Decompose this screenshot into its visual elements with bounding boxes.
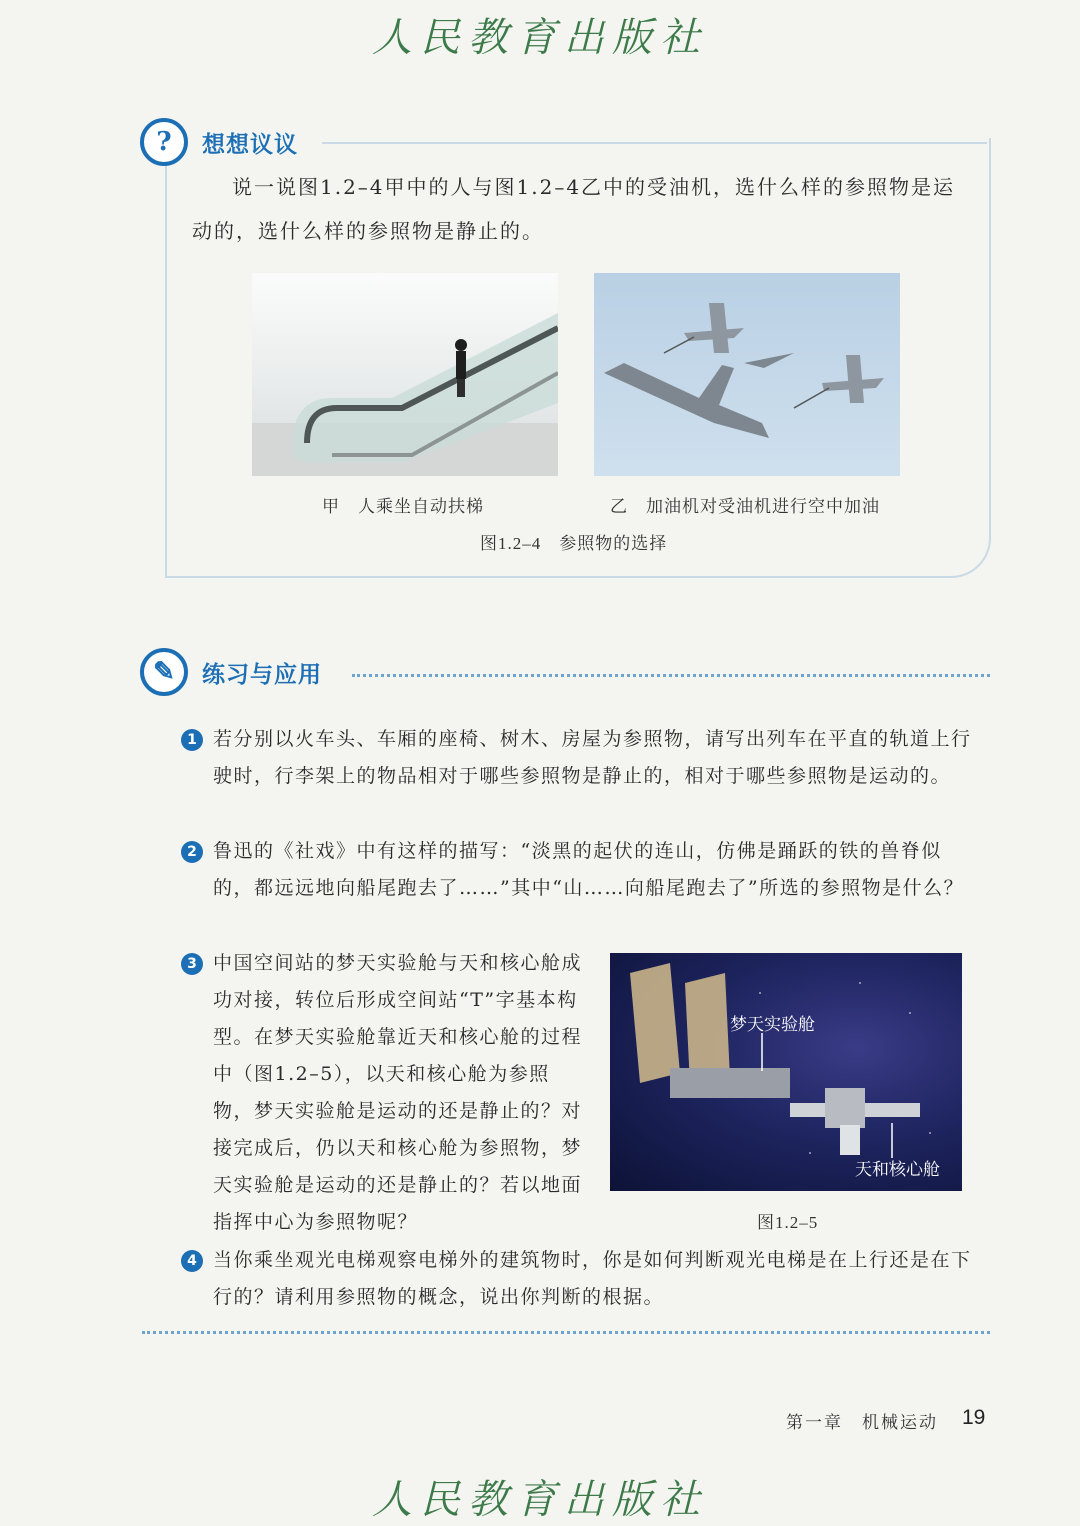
mengtian-label: 梦天实验舱	[730, 1015, 815, 1034]
heading-dotted-rule	[352, 674, 990, 677]
discussion-text: 说一说图1.2–4甲中的人与图1.2–4乙中的受油机，选什么样的参照物是运动的，选什么样的参照物是静止的。	[192, 175, 956, 243]
tianhe-label: 天和核心舱	[855, 1160, 940, 1179]
clipboard-icon: ✎	[140, 648, 188, 696]
question-number: 4	[181, 1250, 203, 1272]
think-discuss-heading	[140, 118, 298, 166]
practice-heading	[140, 648, 322, 696]
heading-rule	[322, 142, 987, 144]
discussion-icon: ?	[140, 118, 188, 166]
section-end-dotted-rule	[142, 1331, 990, 1334]
chapter-footer: 第一章 机械运动	[786, 1413, 938, 1433]
figure-b-caption: 乙 加油机对受油机进行空中加油	[610, 497, 880, 516]
practice-title: 练习与应用	[202, 661, 322, 688]
escalator-photo	[252, 273, 558, 476]
question-2: 鲁迅的《社戏》中有这样的描写：“淡黑的起伏的连山，仿佛是踊跃的铁的兽脊似的，都远远地向船尾跑去了……”其中“山……向船尾跑去了”所选的参照物是什么？	[213, 840, 965, 899]
figure-1-2-5-caption: 图1.2–5	[757, 1213, 819, 1232]
think-discuss-title: 想想议议	[202, 131, 298, 158]
question-1: 若分别以火车头、车厢的座椅、树木、房屋为参照物，请写出列车在平直的轨道上行驶时，行李架上的物品相对于哪些参照物是静止的，相对于哪些参照物是运动的。	[213, 728, 972, 787]
figure-a-caption: 甲 人乘坐自动扶梯	[322, 497, 484, 516]
question-4: 当你乘坐观光电梯观察电梯外的建筑物时，你是如何判断观光电梯是在上行还是在下行的？请利用参照物的概念，说出你判断的根据。	[213, 1249, 972, 1308]
aerial-refueling-photo	[594, 273, 900, 476]
question-number: 3	[181, 953, 203, 975]
question-3: 中国空间站的梦天实验舱与天和核心舱成功对接，转位后形成空间站“T”字基本构型。在梦天实验舱靠近天和核心舱的过程中（图1.2–5），以天和核心舱为参照物，梦天实验舱是运动的还是静止的？对接完成后，仍以天和核心舱为参照物，梦天实验舱是运动的还是静止的？若以地面指挥中心为参照物呢？	[213, 952, 583, 1233]
question-number: 2	[181, 841, 203, 863]
question-number: 1	[181, 729, 203, 751]
publisher-watermark-top: 人民教育出版社	[372, 15, 708, 61]
figure-1-2-4-caption: 图1.2–4 参照物的选择	[480, 534, 668, 553]
page-number: 19	[962, 1406, 986, 1429]
publisher-watermark-bottom: 人民教育出版社	[372, 1477, 708, 1523]
